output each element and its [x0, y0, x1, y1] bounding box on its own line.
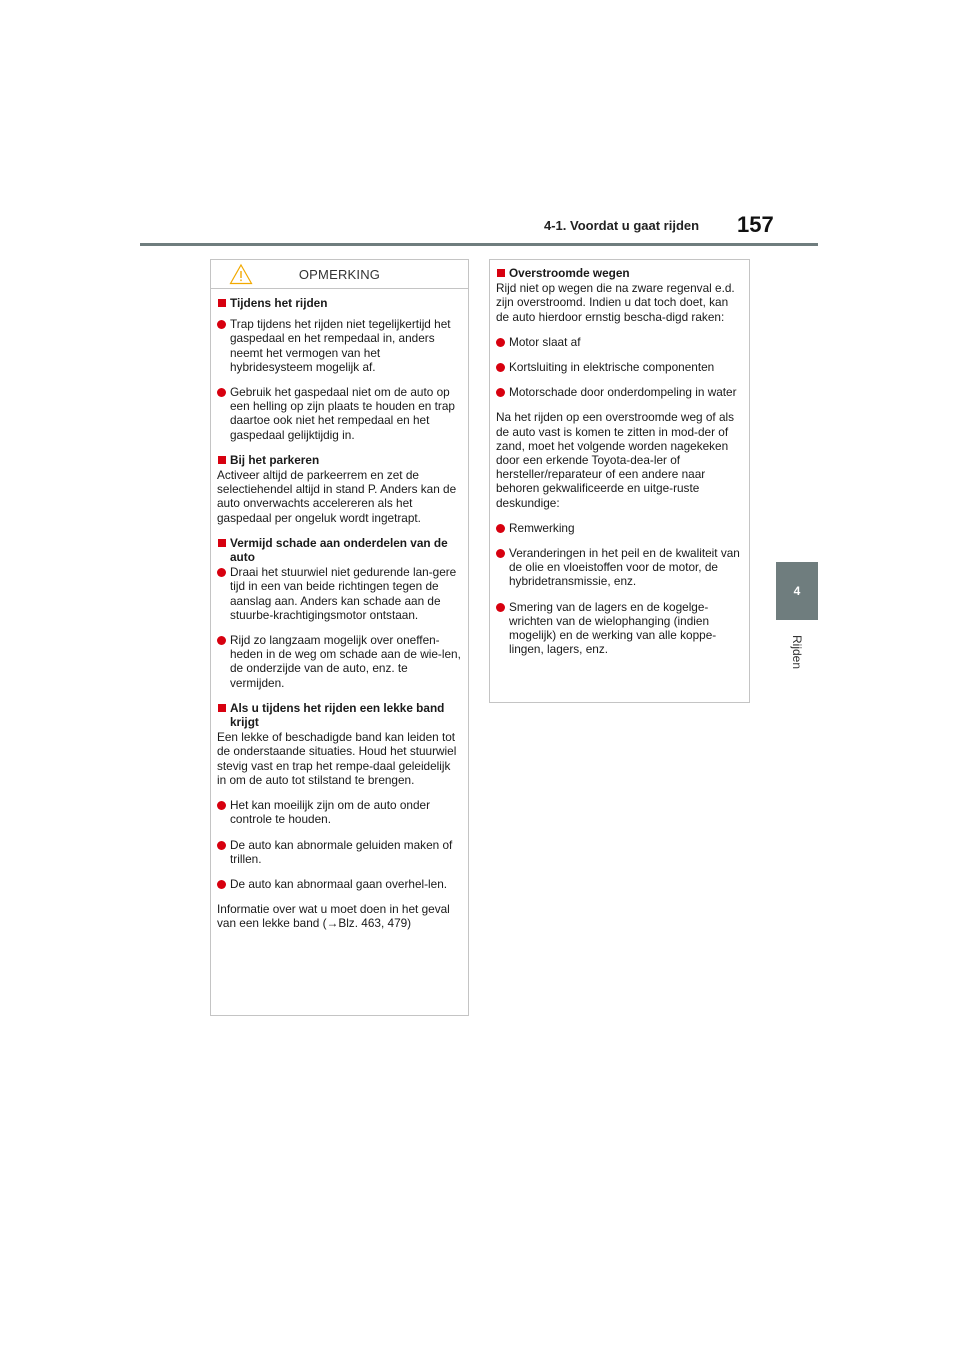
section-heading: Overstroomde wegen	[496, 266, 743, 280]
list-item: Draai het stuurwiel niet gedurende lan-gere tijd in een van beide richtingen tegen de aanslag aan. Anders kan schade aan de stuurbe-krachtigingsmotor ontstaan.	[217, 565, 462, 622]
list-item: De auto kan abnormaal gaan overhel-len.	[217, 877, 462, 891]
list-item: Trap tijdens het rijden niet tegelijkertijd het gaspedaal en het rempedaal in, anders neemt het vermogen van het hybridesysteem mogelijk af.	[217, 317, 462, 374]
paragraph: Een lekke of beschadigde band kan leiden tot de onderstaande situaties. Houd het stuurwiel stevig vast en trap het rempe-daal geleidelijk in om de auto tot stilstand te brengen.	[217, 730, 457, 787]
chapter-tab[interactable]	[776, 562, 818, 620]
list-item: Rijd zo langzaam mogelijk over oneffen-heden in de weg om schade aan de wie-len, de onderzijde van de auto, enz. te vermijden.	[217, 633, 462, 690]
paragraph: Activeer altijd de parkeerrem en zet de selectiehendel altijd in stand P. Anders kan de auto onverwachts accelereren als het gaspedaal per ongeluk wordt ingetrapt.	[217, 468, 457, 525]
list-item: Kortsluiting in elektrische componenten	[496, 360, 743, 374]
section-title: 4-1. Voordat u gaat rijden	[544, 218, 700, 233]
page-number: 157	[737, 212, 774, 237]
chapter-label: Rijden	[790, 634, 804, 670]
notice-box-right	[489, 259, 750, 703]
list-item: Smering van de lagers en de kogelge-wrichten van de wielophanging (indien mogelijk) en de werking van alle koppe-lingen, lagers, enz.	[496, 600, 743, 657]
paragraph: Rijd niet op wegen die na zware regenval e.d. zijn overstroomd. Indien u dat toch doet, kan de auto hierdoor ernstig bescha-digd raken:	[496, 281, 735, 324]
list-item: Motor slaat af	[496, 335, 743, 349]
list-item: Het kan moeilijk zijn om de auto onder controle te houden.	[217, 798, 462, 826]
section-heading: Vermijd schade aan onderdelen van de auto	[217, 536, 462, 564]
notice-box-left	[210, 259, 469, 1016]
list-item: Veranderingen in het peil en de kwaliteit van de olie en vloeistoffen voor de motor, de hybridetransmissie, enz.	[496, 546, 743, 589]
section-heading: Tijdens het rijden	[217, 296, 462, 310]
list-item: Motorschade door onderdompeling in water	[496, 385, 743, 399]
chapter-number: 4	[793, 584, 801, 598]
header-rule	[140, 243, 818, 246]
list-item: Gebruik het gaspedaal niet om de auto op een helling op zijn plaats te houden en trap daartoe ook niet het rempedaal en het gaspedaal gelijktijdig in.	[217, 385, 462, 442]
chapter-label-container	[776, 630, 818, 674]
list-item: De auto kan abnormale geluiden maken of trillen.	[217, 838, 462, 866]
notice-title: OPMERKING	[298, 266, 381, 282]
section-heading: Als u tijdens het rijden een lekke band krijgt	[217, 701, 462, 729]
section-heading: Bij het parkeren	[217, 453, 462, 467]
list-item: Remwerking	[496, 521, 743, 535]
page-reference[interactable]: Informatie over wat u moet doen in het geval van een lekke band (→Blz. 463, 479)	[217, 902, 450, 931]
paragraph: Na het rijden op een overstroomde weg of als de auto vast is komen te zitten in mod-der of zand, moet het volgende worden nagekeken door een erkende Toyota-dea-ler of hersteller/reparateur of een andere naar behoren gekwalificeerde en uitge-ruste deskundige:	[496, 410, 735, 510]
warning-triangle-icon	[229, 263, 253, 285]
notice-header	[211, 260, 468, 289]
